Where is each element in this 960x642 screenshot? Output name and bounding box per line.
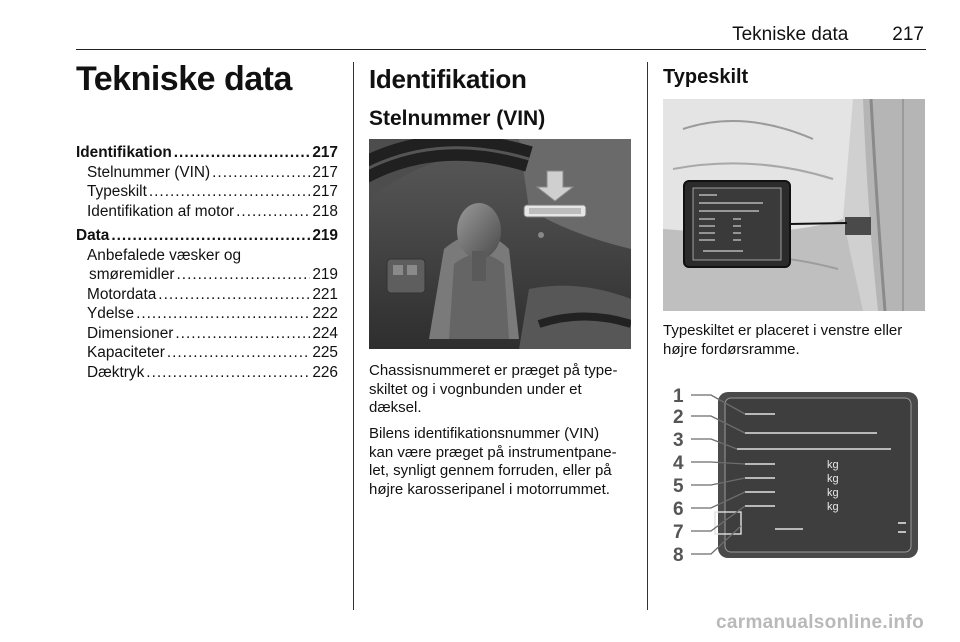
- header-page-number: 217: [892, 24, 924, 45]
- vin-paragraph-2: [369, 425, 639, 499]
- header-rule: [76, 49, 926, 50]
- callout-number: 8: [673, 545, 684, 566]
- toc-entry-page: 222: [312, 305, 338, 322]
- toc-entry[interactable]: [76, 324, 338, 344]
- toc-entry-page: 224: [312, 324, 338, 342]
- toc-leader-dots: [136, 304, 310, 324]
- callout-number: 7: [673, 522, 684, 543]
- text-line: Chassisnummeret er præget på type-: [369, 362, 618, 379]
- vin-location-illustration: [369, 139, 631, 349]
- toc-entry[interactable]: [76, 265, 338, 285]
- subsection-heading-vin: Stelnummer (VIN): [369, 107, 546, 130]
- toc-leader-dots: [236, 202, 310, 222]
- toc-leader-dots: [146, 363, 310, 383]
- toc-entry[interactable]: [76, 226, 338, 246]
- typeplate-paragraph: [663, 322, 933, 359]
- toc-entry[interactable]: [76, 143, 338, 163]
- toc-entry[interactable]: [76, 343, 338, 363]
- callout-number: 1: [673, 386, 684, 407]
- callout-number: 4: [673, 453, 684, 474]
- toc-entry-label: Typeskilt: [87, 183, 147, 200]
- toc-entry[interactable]: [76, 182, 338, 202]
- watermark: carmanualsonline.info: [716, 612, 924, 633]
- toc-leader-dots: [174, 143, 311, 163]
- callout-number: 6: [673, 499, 684, 520]
- toc-entry[interactable]: [76, 304, 338, 324]
- toc-leader-dots: [158, 285, 310, 305]
- running-header: [732, 24, 924, 46]
- text-line: let, synligt gennem forruden, eller på: [369, 462, 612, 480]
- toc-entry-label: Anbefalede væsker og: [87, 246, 242, 264]
- vin-paragraph-1: [369, 362, 639, 418]
- toc-entry-label: Identifikation: [76, 144, 172, 161]
- table-of-contents: [76, 143, 338, 382]
- toc-entry-page: 217: [312, 183, 338, 200]
- toc-entry-label: Dimensioner: [87, 324, 174, 342]
- callout-number: 3: [673, 430, 684, 451]
- toc-entry-page: 225: [312, 344, 338, 361]
- toc-leader-dots: [175, 324, 310, 344]
- toc-entry-page: 219: [312, 227, 338, 244]
- toc-leader-dots: [111, 226, 310, 246]
- toc-leader-dots: [167, 343, 310, 363]
- toc-leader-dots: [212, 163, 310, 183]
- text-line: højre fordørsramme.: [663, 340, 800, 358]
- chapter-title: Tekniske data: [76, 60, 292, 98]
- toc-entry-label: Dæktryk: [87, 363, 145, 381]
- toc-entry-label: Ydelse: [87, 305, 135, 322]
- typeplate-diagram: [663, 376, 925, 580]
- text-line: højre karosseripanel i motorrummet.: [369, 480, 610, 498]
- toc-entry[interactable]: [76, 163, 338, 183]
- toc-entry[interactable]: [76, 285, 338, 305]
- plate-unit-label: kg: [827, 501, 839, 513]
- toc-entry-page: 217: [312, 144, 338, 161]
- toc-entry-label: Identifikation af motor: [87, 202, 235, 220]
- toc-entry-page: 218: [312, 202, 338, 220]
- text-line: skiltet og i vognbunden under et: [369, 380, 582, 398]
- toc-leader-dots: [177, 265, 311, 285]
- toc-entry[interactable]: [76, 202, 338, 222]
- text-line: kan være præget på instrumentpane-: [369, 443, 617, 461]
- toc-entry[interactable]: [76, 246, 338, 266]
- plate-unit-label: kg: [827, 473, 839, 485]
- toc-entry-label: Motordata: [87, 285, 157, 303]
- toc-leader-dots: [149, 182, 310, 202]
- toc-entry-page: 219: [312, 266, 338, 283]
- text-line: Typeskiltet er placeret i venstre eller: [663, 322, 903, 339]
- callout-number: 5: [673, 476, 684, 497]
- column-divider-right: [647, 62, 648, 610]
- toc-entry-label: smøremidler: [89, 266, 175, 283]
- plate-unit-label: kg: [827, 487, 839, 499]
- text-line: Bilens identifikationsnummer (VIN): [369, 425, 600, 442]
- typeplate-location-illustration: [663, 99, 925, 311]
- column-divider-left: [353, 62, 354, 610]
- toc-entry-label: Data: [76, 227, 110, 244]
- section-heading-typeskilt: Typeskilt: [663, 66, 749, 88]
- section-heading-identifikation: Identifikation: [369, 64, 527, 94]
- text-line: dæksel.: [369, 399, 422, 417]
- callout-number: 2: [673, 407, 684, 428]
- toc-entry-page: 221: [312, 285, 338, 303]
- toc-entry-label: Stelnummer (VIN): [87, 163, 211, 181]
- plate-unit-label: kg: [827, 459, 839, 471]
- toc-entry[interactable]: [76, 363, 338, 383]
- header-title: Tekniske data: [732, 24, 849, 45]
- toc-entry-label: Kapaciteter: [87, 344, 165, 361]
- toc-entry-page: 226: [312, 363, 338, 381]
- toc-entry-page: 217: [312, 163, 338, 181]
